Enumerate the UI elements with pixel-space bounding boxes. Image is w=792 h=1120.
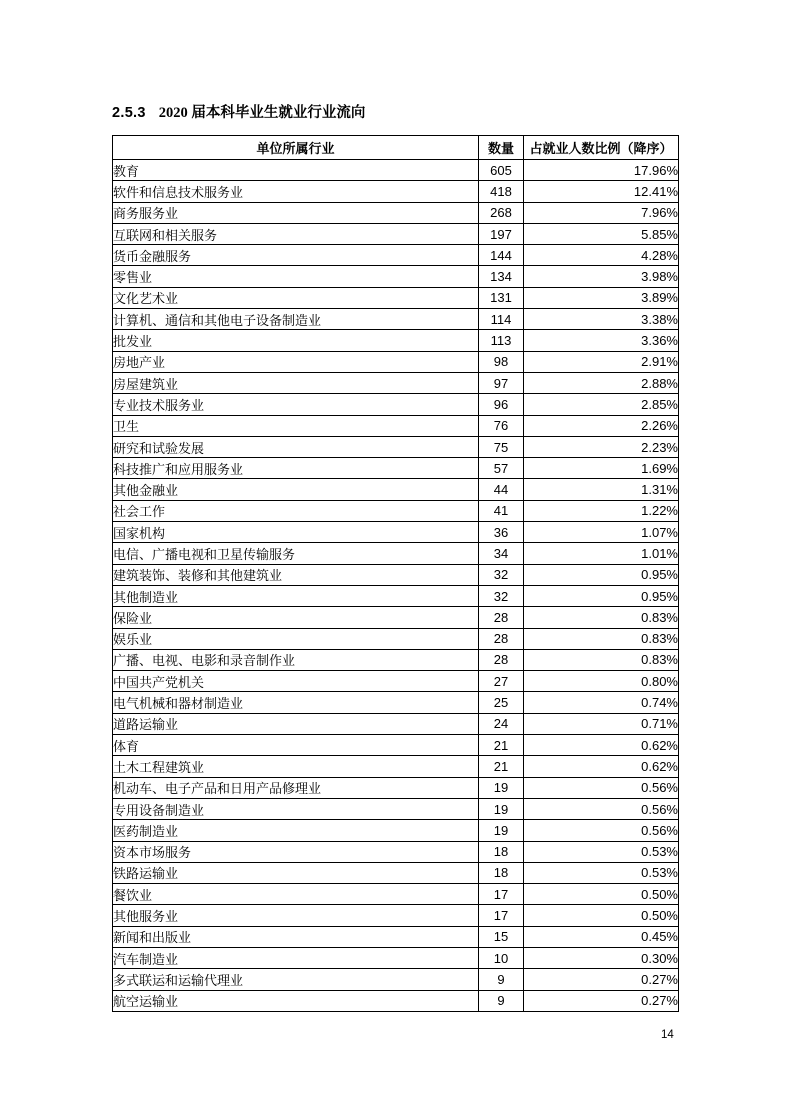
row-percent-cell: 2.88% bbox=[524, 372, 679, 393]
row-percent-cell: 2.23% bbox=[524, 436, 679, 457]
table-row bbox=[113, 649, 679, 670]
row-count-cell: 9 bbox=[479, 990, 524, 1011]
section-title bbox=[112, 101, 365, 122]
row-industry-cell: 软件和信息技术服务业 bbox=[113, 181, 479, 202]
table-header-row bbox=[113, 136, 679, 160]
row-percent-cell: 0.95% bbox=[524, 585, 679, 606]
row-count-cell: 605 bbox=[479, 160, 524, 181]
row-industry-cell: 文化艺术业 bbox=[113, 287, 479, 308]
table-row bbox=[113, 671, 679, 692]
table-row bbox=[113, 479, 679, 500]
header-percent: 占就业人数比例（降序） bbox=[524, 136, 679, 160]
table-row bbox=[113, 947, 679, 968]
row-industry-cell: 道路运输业 bbox=[113, 713, 479, 734]
row-count-cell: 28 bbox=[479, 628, 524, 649]
row-industry-cell: 医药制造业 bbox=[113, 820, 479, 841]
row-industry-cell: 广播、电视、电影和录音制作业 bbox=[113, 649, 479, 670]
table-row bbox=[113, 926, 679, 947]
table-row bbox=[113, 181, 679, 202]
row-industry-cell: 研究和试验发展 bbox=[113, 436, 479, 457]
row-industry-cell: 商务服务业 bbox=[113, 202, 479, 223]
row-industry-cell: 机动车、电子产品和日用产品修理业 bbox=[113, 777, 479, 798]
row-count-cell: 19 bbox=[479, 798, 524, 819]
row-count-cell: 17 bbox=[479, 905, 524, 926]
row-industry-cell: 电气机械和器材制造业 bbox=[113, 692, 479, 713]
row-percent-cell: 0.45% bbox=[524, 926, 679, 947]
row-count-cell: 36 bbox=[479, 522, 524, 543]
row-industry-cell: 卫生 bbox=[113, 415, 479, 436]
row-industry-cell: 专业技术服务业 bbox=[113, 394, 479, 415]
row-count-cell: 131 bbox=[479, 287, 524, 308]
row-count-cell: 10 bbox=[479, 947, 524, 968]
row-industry-cell: 餐饮业 bbox=[113, 884, 479, 905]
row-industry-cell: 保险业 bbox=[113, 607, 479, 628]
row-count-cell: 75 bbox=[479, 436, 524, 457]
row-count-cell: 144 bbox=[479, 245, 524, 266]
row-count-cell: 18 bbox=[479, 841, 524, 862]
table-row bbox=[113, 415, 679, 436]
table-row bbox=[113, 287, 679, 308]
row-percent-cell: 0.74% bbox=[524, 692, 679, 713]
row-count-cell: 24 bbox=[479, 713, 524, 734]
row-industry-cell: 房屋建筑业 bbox=[113, 372, 479, 393]
row-industry-cell: 批发业 bbox=[113, 330, 479, 351]
table-row bbox=[113, 585, 679, 606]
row-count-cell: 28 bbox=[479, 649, 524, 670]
row-count-cell: 134 bbox=[479, 266, 524, 287]
row-percent-cell: 12.41% bbox=[524, 181, 679, 202]
header-count: 数量 bbox=[479, 136, 524, 160]
row-industry-cell: 货币金融服务 bbox=[113, 245, 479, 266]
row-percent-cell: 2.85% bbox=[524, 394, 679, 415]
table-row bbox=[113, 841, 679, 862]
row-percent-cell: 0.53% bbox=[524, 862, 679, 883]
table-row bbox=[113, 351, 679, 372]
row-percent-cell: 1.22% bbox=[524, 500, 679, 521]
table-row bbox=[113, 394, 679, 415]
row-percent-cell: 5.85% bbox=[524, 223, 679, 244]
row-percent-cell: 0.95% bbox=[524, 564, 679, 585]
row-industry-cell: 房地产业 bbox=[113, 351, 479, 372]
table-row bbox=[113, 564, 679, 585]
table-row bbox=[113, 607, 679, 628]
row-percent-cell: 2.26% bbox=[524, 415, 679, 436]
row-count-cell: 18 bbox=[479, 862, 524, 883]
row-industry-cell: 娱乐业 bbox=[113, 628, 479, 649]
row-count-cell: 114 bbox=[479, 309, 524, 330]
row-count-cell: 113 bbox=[479, 330, 524, 351]
row-count-cell: 15 bbox=[479, 926, 524, 947]
table-row bbox=[113, 330, 679, 351]
row-industry-cell: 其他服务业 bbox=[113, 905, 479, 926]
row-count-cell: 32 bbox=[479, 564, 524, 585]
table-row bbox=[113, 436, 679, 457]
row-count-cell: 28 bbox=[479, 607, 524, 628]
row-industry-cell: 体育 bbox=[113, 735, 479, 756]
table-row bbox=[113, 202, 679, 223]
row-percent-cell: 3.98% bbox=[524, 266, 679, 287]
row-industry-cell: 科技推广和应用服务业 bbox=[113, 458, 479, 479]
row-industry-cell: 教育 bbox=[113, 160, 479, 181]
table-row bbox=[113, 990, 679, 1011]
table-row bbox=[113, 884, 679, 905]
row-count-cell: 19 bbox=[479, 777, 524, 798]
row-percent-cell: 0.62% bbox=[524, 756, 679, 777]
row-count-cell: 21 bbox=[479, 756, 524, 777]
row-count-cell: 44 bbox=[479, 479, 524, 500]
row-percent-cell: 1.31% bbox=[524, 479, 679, 500]
row-industry-cell: 航空运输业 bbox=[113, 990, 479, 1011]
row-industry-cell: 国家机构 bbox=[113, 522, 479, 543]
row-percent-cell: 2.91% bbox=[524, 351, 679, 372]
section-number: 2.5.3 bbox=[112, 105, 146, 122]
table-row bbox=[113, 500, 679, 521]
row-industry-cell: 建筑装饰、装修和其他建筑业 bbox=[113, 564, 479, 585]
table-row bbox=[113, 777, 679, 798]
table-row bbox=[113, 458, 679, 479]
row-percent-cell: 0.50% bbox=[524, 884, 679, 905]
row-industry-cell: 电信、广播电视和卫星传输服务 bbox=[113, 543, 479, 564]
header-industry: 单位所属行业 bbox=[113, 136, 479, 160]
table-row bbox=[113, 628, 679, 649]
row-percent-cell: 1.07% bbox=[524, 522, 679, 543]
row-industry-cell: 铁路运输业 bbox=[113, 862, 479, 883]
table-row bbox=[113, 756, 679, 777]
table-row bbox=[113, 266, 679, 287]
table-row bbox=[113, 543, 679, 564]
row-percent-cell: 0.56% bbox=[524, 798, 679, 819]
row-percent-cell: 0.62% bbox=[524, 735, 679, 756]
row-industry-cell: 中国共产党机关 bbox=[113, 671, 479, 692]
row-industry-cell: 新闻和出版业 bbox=[113, 926, 479, 947]
table-row bbox=[113, 372, 679, 393]
row-percent-cell: 1.69% bbox=[524, 458, 679, 479]
table-row bbox=[113, 160, 679, 181]
table-row bbox=[113, 969, 679, 990]
row-count-cell: 27 bbox=[479, 671, 524, 692]
row-count-cell: 32 bbox=[479, 585, 524, 606]
row-industry-cell: 计算机、通信和其他电子设备制造业 bbox=[113, 309, 479, 330]
row-count-cell: 98 bbox=[479, 351, 524, 372]
row-percent-cell: 0.80% bbox=[524, 671, 679, 692]
row-count-cell: 34 bbox=[479, 543, 524, 564]
row-count-cell: 21 bbox=[479, 735, 524, 756]
table-row bbox=[113, 223, 679, 244]
row-count-cell: 96 bbox=[479, 394, 524, 415]
row-percent-cell: 0.83% bbox=[524, 649, 679, 670]
row-industry-cell: 土木工程建筑业 bbox=[113, 756, 479, 777]
table-row bbox=[113, 735, 679, 756]
section-title-text: 2020 届本科毕业生就业行业流向 bbox=[158, 105, 366, 122]
row-percent-cell: 0.50% bbox=[524, 905, 679, 926]
row-count-cell: 41 bbox=[479, 500, 524, 521]
row-industry-cell: 其他制造业 bbox=[113, 585, 479, 606]
row-percent-cell: 0.27% bbox=[524, 990, 679, 1011]
table-row bbox=[113, 905, 679, 926]
row-industry-cell: 汽车制造业 bbox=[113, 947, 479, 968]
table-row bbox=[113, 692, 679, 713]
row-industry-cell: 多式联运和运输代理业 bbox=[113, 969, 479, 990]
row-industry-cell: 其他金融业 bbox=[113, 479, 479, 500]
row-percent-cell: 0.30% bbox=[524, 947, 679, 968]
row-count-cell: 97 bbox=[479, 372, 524, 393]
row-percent-cell: 0.27% bbox=[524, 969, 679, 990]
row-count-cell: 9 bbox=[479, 969, 524, 990]
industry-table bbox=[112, 135, 679, 1012]
row-count-cell: 197 bbox=[479, 223, 524, 244]
row-count-cell: 418 bbox=[479, 181, 524, 202]
row-percent-cell: 0.53% bbox=[524, 841, 679, 862]
table-row bbox=[113, 713, 679, 734]
row-percent-cell: 0.56% bbox=[524, 777, 679, 798]
row-percent-cell: 7.96% bbox=[524, 202, 679, 223]
row-industry-cell: 零售业 bbox=[113, 266, 479, 287]
row-percent-cell: 0.56% bbox=[524, 820, 679, 841]
row-percent-cell: 3.36% bbox=[524, 330, 679, 351]
row-count-cell: 25 bbox=[479, 692, 524, 713]
row-percent-cell: 17.96% bbox=[524, 160, 679, 181]
row-percent-cell: 0.83% bbox=[524, 607, 679, 628]
table-body bbox=[113, 160, 679, 1012]
row-percent-cell: 4.28% bbox=[524, 245, 679, 266]
row-count-cell: 17 bbox=[479, 884, 524, 905]
table-row bbox=[113, 820, 679, 841]
table-row bbox=[113, 309, 679, 330]
row-industry-cell: 互联网和相关服务 bbox=[113, 223, 479, 244]
row-percent-cell: 0.71% bbox=[524, 713, 679, 734]
page-number: 14 bbox=[661, 1029, 674, 1041]
row-count-cell: 76 bbox=[479, 415, 524, 436]
row-percent-cell: 3.89% bbox=[524, 287, 679, 308]
row-count-cell: 57 bbox=[479, 458, 524, 479]
table-row bbox=[113, 862, 679, 883]
row-industry-cell: 专用设备制造业 bbox=[113, 798, 479, 819]
row-percent-cell: 1.01% bbox=[524, 543, 679, 564]
row-industry-cell: 社会工作 bbox=[113, 500, 479, 521]
row-count-cell: 19 bbox=[479, 820, 524, 841]
row-count-cell: 268 bbox=[479, 202, 524, 223]
table-row bbox=[113, 798, 679, 819]
table-row bbox=[113, 245, 679, 266]
row-percent-cell: 0.83% bbox=[524, 628, 679, 649]
row-percent-cell: 3.38% bbox=[524, 309, 679, 330]
table-row bbox=[113, 522, 679, 543]
row-industry-cell: 资本市场服务 bbox=[113, 841, 479, 862]
